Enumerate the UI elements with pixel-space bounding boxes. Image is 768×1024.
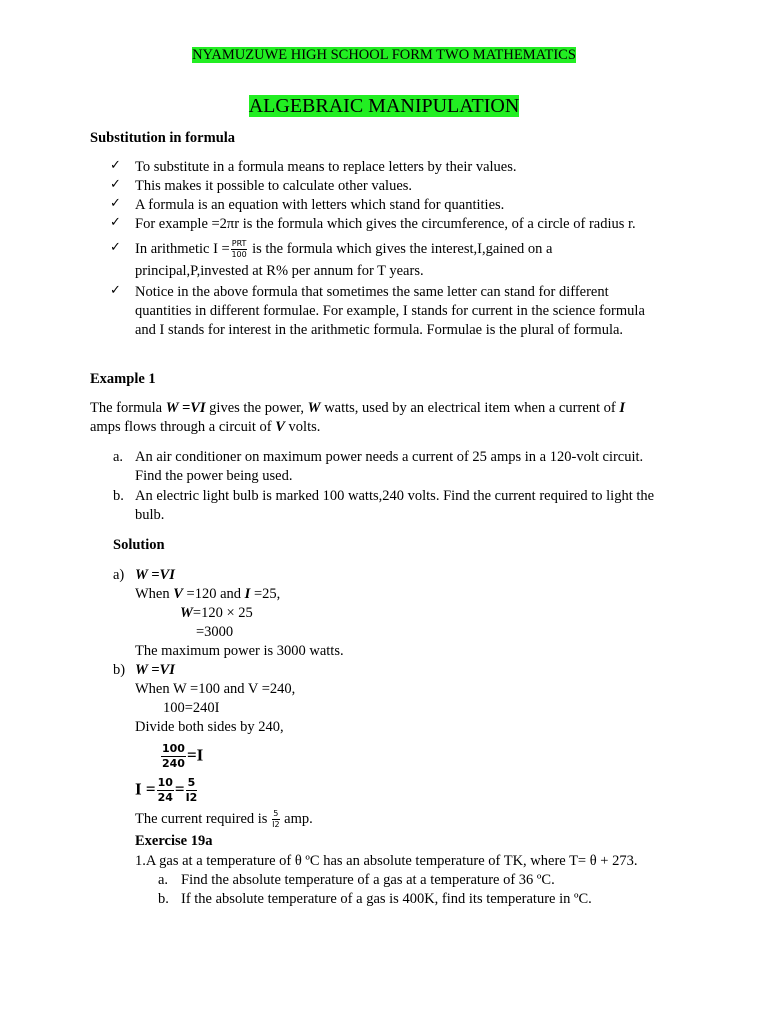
bullet-item-continuation: and I stands for interest in the arithmetic formula. Formulae is the plural of formula.: [135, 322, 624, 338]
question-b: An electric light bulb is marked 100 watts,240 volts. Find the current required to light the: [135, 488, 655, 504]
solution-fraction-line: I = $\frac{10}{24}$ = $\frac{5}{I2}$: [135, 775, 198, 804]
bullet-item: A formula is an equation with letters which stand for quantities.: [135, 197, 505, 213]
question-a: An air conditioner on maximum power needs a current of 25 amps in a 120-volt circuit.: [135, 449, 644, 465]
list-marker: b): [113, 662, 126, 678]
checkmark-icon: ✓: [110, 195, 121, 210]
checkmark-icon: ✓: [110, 239, 121, 254]
bullet-item: In arithmetic I = $\frac{\text{PRT}}{100}$ is the formula which gives the interest,I,gained on a: [135, 239, 553, 260]
solution-line: 100=240I: [163, 700, 220, 716]
solution-line: When W =100 and V =240,: [135, 681, 296, 697]
exercise-subquestion: If the absolute temperature of a gas is 400K, find its temperature in ºC.: [181, 891, 592, 907]
bullet-item: To substitute in a formula means to replace letters by their values.: [135, 159, 517, 175]
solution-line: W=120 × 25: [180, 605, 253, 621]
formula: W =VI: [135, 567, 175, 583]
exercise-question: 1.A gas at a temperature of θ ºC has an absolute temperature of TK, where T= θ + 273.: [135, 853, 638, 869]
bullet-item-continuation: quantities in different formulae. For example, I stands for current in the science formula: [135, 303, 645, 319]
checkmark-icon: ✓: [110, 157, 121, 172]
section-heading: Substitution in formula: [90, 130, 236, 146]
list-marker: a.: [158, 872, 169, 888]
example-heading: Example 1: [90, 371, 156, 387]
fraction: $\frac{10}{24}$: [157, 775, 173, 804]
solution-heading: Solution: [113, 537, 165, 553]
exercise-subquestion: Find the absolute temperature of a gas at a temperature of 36 ºC.: [181, 872, 555, 888]
checkmark-icon: ✓: [110, 282, 121, 297]
bullet-item: For example =2πr is the formula which gives the circumference, of a circle of radius r.: [135, 216, 636, 232]
list-marker: b.: [158, 891, 169, 907]
question-b-continuation: bulb.: [135, 507, 165, 523]
list-marker: a): [113, 567, 125, 583]
school-header: NYAMUZUWE HIGH SCHOOL FORM TWO MATHEMATICS: [192, 47, 576, 63]
exercise-heading: Exercise 19a: [135, 833, 213, 849]
question-a-continuation: Find the power being used.: [135, 468, 293, 484]
example-paragraph: The formula W =VI gives the power, W watts, used by an electrical item when a current of I: [90, 400, 625, 416]
fraction: $\frac{5}{I2}$: [185, 775, 198, 804]
bullet-item: This makes it possible to calculate other values.: [135, 178, 413, 194]
list-marker: a.: [113, 449, 124, 465]
bullet-item-continuation: principal,P,invested at R% per annum for T years.: [135, 263, 424, 279]
checkmark-icon: ✓: [110, 214, 121, 229]
fraction: $\frac{\text{PRT}}{100}$: [231, 239, 247, 260]
solution-conclusion: The maximum power is 3000 watts.: [135, 643, 344, 659]
list-marker: b.: [113, 488, 124, 504]
solution-line: Divide both sides by 240,: [135, 719, 284, 735]
page-title: ALGEBRAIC MANIPULATION: [248, 95, 520, 117]
checkmark-icon: ✓: [110, 176, 121, 191]
solution-answer: The current required is $\frac{5}{I2}$ amp.: [135, 809, 313, 830]
solution-line: When V =120 and I =25,: [135, 586, 281, 602]
bullet-item: Notice in the above formula that sometimes the same letter can stand for different: [135, 284, 609, 300]
solution-line: =3000: [196, 624, 234, 640]
example-paragraph: amps flows through a circuit of V volts.: [90, 419, 321, 435]
formula: W =VI: [135, 662, 175, 678]
fraction: $\frac{100}{240}$: [162, 741, 185, 770]
solution-fraction-line: $\frac{100}{240}$ =I: [162, 741, 204, 770]
fraction: $\frac{5}{I2}$: [272, 809, 280, 830]
